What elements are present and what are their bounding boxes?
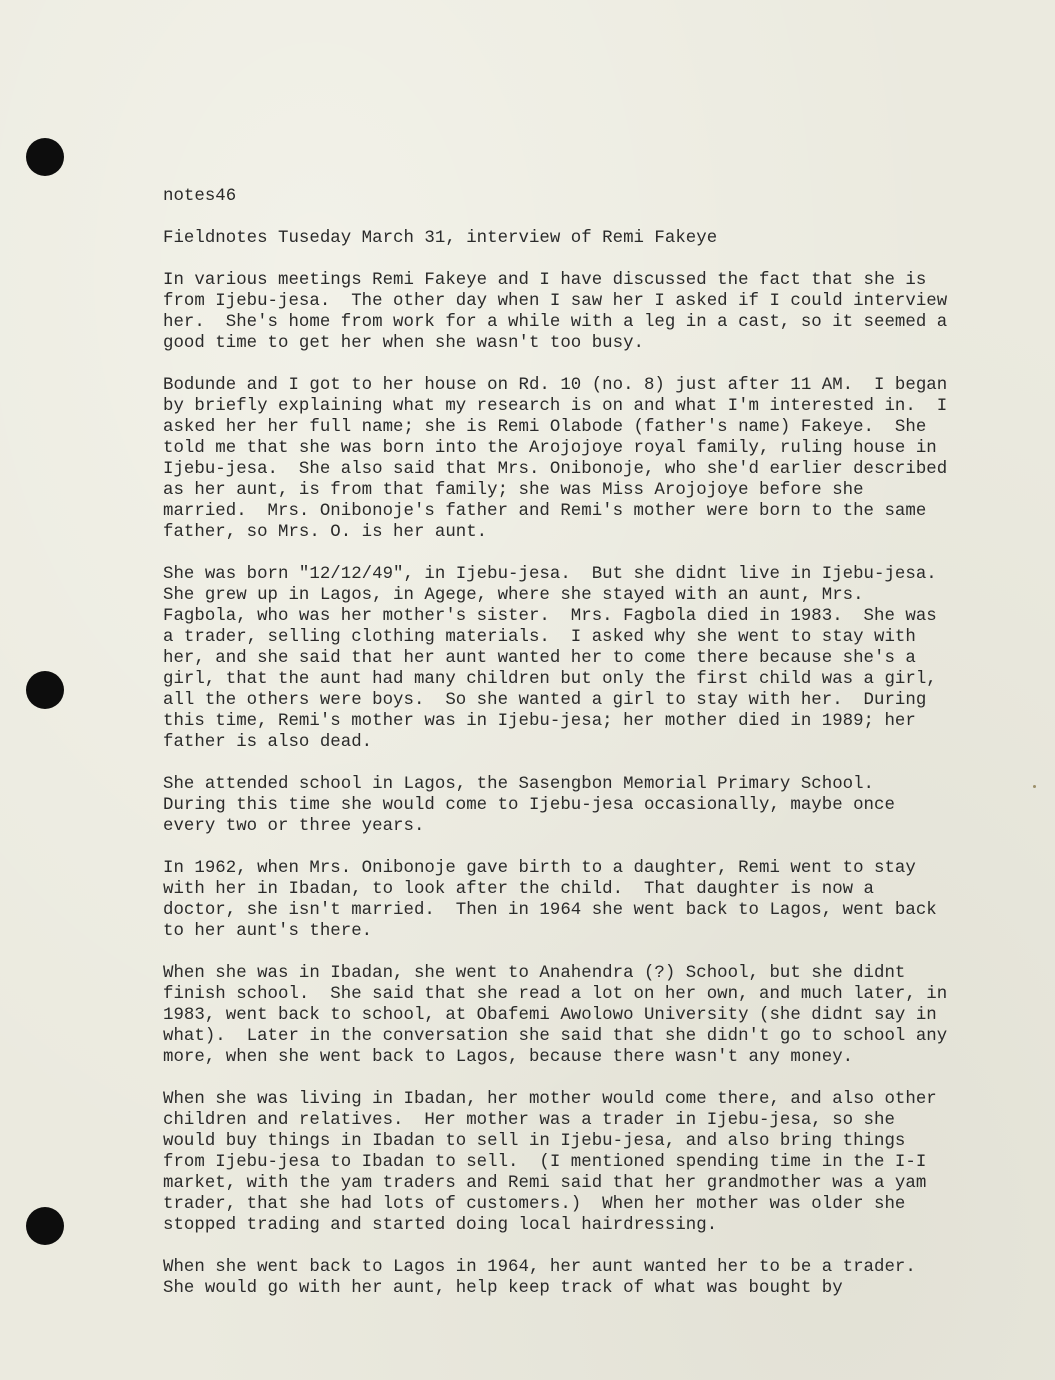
paragraph	[163, 1089, 1023, 1236]
text-line: She attended school in Lagos, the Sasengbon Memorial Primary School.	[163, 775, 875, 794]
text-line: told me that she was born into the Arojojoye royal family, ruling house in	[163, 439, 937, 458]
text-line: from Ijebu-jesa. The other day when I saw her I asked if I could interview	[163, 292, 948, 311]
paragraph	[163, 774, 1023, 837]
text-line: Bodunde and I got to her house on Rd. 10 (no. 8) just after 11 AM. I began	[163, 376, 948, 395]
text-line: trader, that she had lots of customers.) When her mother was older she	[163, 1195, 906, 1214]
text-line: In 1962, when Mrs. Onibonoje gave birth to a daughter, Remi went to stay	[163, 859, 916, 878]
text-line: what). Later in the conversation she said that she didn't go to school any	[163, 1027, 948, 1046]
binder-hole-middle	[26, 671, 64, 709]
document-body	[163, 186, 1023, 1299]
text-line: In various meetings Remi Fakeye and I have discussed the fact that she is	[163, 271, 927, 290]
paragraph	[163, 564, 1023, 753]
text-line: with her in Ibadan, to look after the child. That daughter is now a	[163, 880, 875, 899]
text-line: When she went back to Lagos in 1964, her aunt wanted her to be a trader.	[163, 1258, 916, 1277]
text-line: 1983, went back to school, at Obafemi Awolowo University (she didnt say in	[163, 1006, 937, 1025]
paragraph	[163, 858, 1023, 942]
file-label: notes46	[163, 187, 237, 206]
text-line: father, so Mrs. O. is her aunt.	[163, 523, 488, 542]
text-line: girl, that the aunt had many children but only the first child was a girl,	[163, 670, 937, 689]
text-line: from Ijebu-jesa to Ibadan to sell. (I mentioned spending time in the I-I	[163, 1153, 927, 1172]
text-line: She grew up in Lagos, in Agege, where she stayed with an aunt, Mrs.	[163, 586, 864, 605]
paragraph	[163, 1257, 1023, 1299]
text-line: market, with the yam traders and Remi said that her grandmother was a yam	[163, 1174, 927, 1193]
text-line: as her aunt, is from that family; she was Miss Arojojoye before she	[163, 481, 864, 500]
text-line: her, and she said that her aunt wanted her to come there because she's a	[163, 649, 916, 668]
text-line: would buy things in Ibadan to sell in Ijebu-jesa, and also bring things	[163, 1132, 906, 1151]
text-line: Fagbola, who was her mother's sister. Mrs. Fagbola died in 1983. She was	[163, 607, 937, 626]
binder-hole-top	[26, 138, 64, 176]
text-line: to her aunt's there.	[163, 922, 373, 941]
text-line: finish school. She said that she read a lot on her own, and much later, in	[163, 985, 948, 1004]
text-line: all the others were boys. So she wanted a girl to stay with her. During	[163, 691, 927, 710]
binder-hole-bottom	[26, 1207, 64, 1245]
text-line: When she was living in Ibadan, her mother would come there, and also other	[163, 1090, 937, 1109]
paragraph	[163, 963, 1023, 1068]
text-line: doctor, she isn't married. Then in 1964 she went back to Lagos, went back	[163, 901, 937, 920]
text-line: more, when she went back to Lagos, because there wasn't any money.	[163, 1048, 854, 1067]
text-line: During this time she would come to Ijebu-jesa occasionally, maybe once	[163, 796, 895, 815]
text-line: father is also dead.	[163, 733, 373, 752]
paragraphs	[163, 270, 1023, 1299]
text-line: a trader, selling clothing materials. I asked why she went to stay with	[163, 628, 916, 647]
text-line: She was born "12/12/49", in Ijebu-jesa. But she didnt live in Ijebu-jesa.	[163, 565, 937, 584]
document-heading: Fieldnotes Tuseday March 31, interview of Remi Fakeye	[163, 229, 718, 248]
text-line: She would go with her aunt, help keep track of what was bought by	[163, 1279, 843, 1298]
text-line: married. Mrs. Onibonoje's father and Remi's mother were born to the same	[163, 502, 927, 521]
text-line: her. She's home from work for a while with a leg in a cast, so it seemed a	[163, 313, 948, 332]
text-line: stopped trading and started doing local hairdressing.	[163, 1216, 718, 1235]
paragraph	[163, 270, 1023, 354]
text-line: good time to get her when she wasn't too busy.	[163, 334, 644, 353]
text-line: by briefly explaining what my research is on and what I'm interested in. I	[163, 397, 948, 416]
paper-speck	[1033, 785, 1036, 788]
text-line: children and relatives. Her mother was a trader in Ijebu-jesa, so she	[163, 1111, 895, 1130]
text-line: When she was in Ibadan, she went to Anahendra (?) School, but she didnt	[163, 964, 906, 983]
text-line: this time, Remi's mother was in Ijebu-jesa; her mother died in 1989; her	[163, 712, 916, 731]
paragraph	[163, 375, 1023, 543]
text-line: asked her her full name; she is Remi Olabode (father's name) Fakeye. She	[163, 418, 927, 437]
text-line: every two or three years.	[163, 817, 425, 836]
text-line: Ijebu-jesa. She also said that Mrs. Onibonoje, who she'd earlier described	[163, 460, 948, 479]
